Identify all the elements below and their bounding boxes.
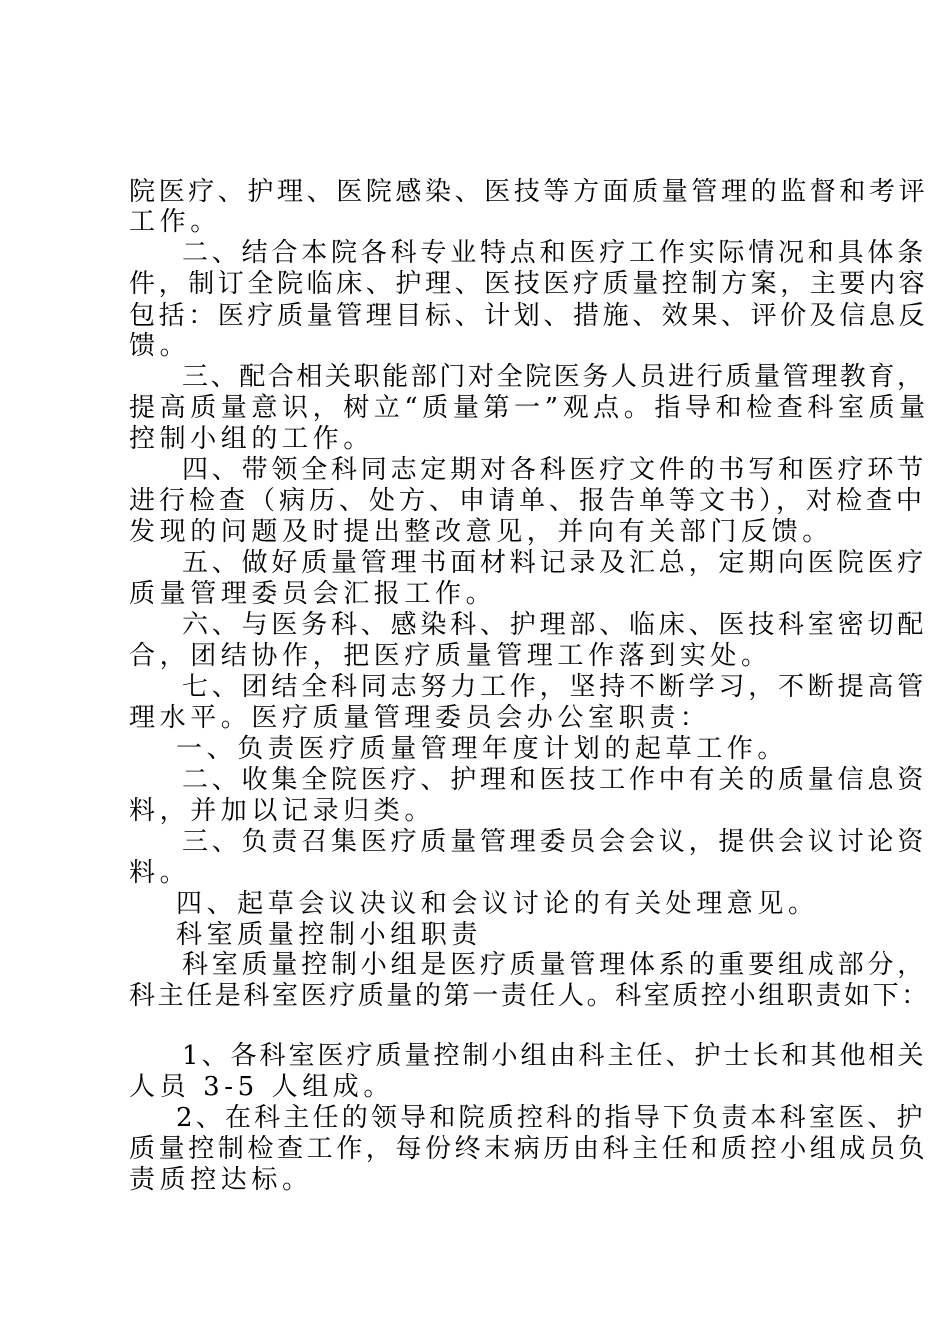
paragraph-line: 三、配合相关职能部门对全院医务人员进行质量管理教育，	[182, 362, 926, 392]
paragraph-line: 五、做好质量管理书面材料记录及汇总，定期向医院医疗	[182, 548, 928, 578]
text-line: 料，并加以记录归类。	[129, 796, 436, 826]
text-line: 人员 3-5 人组成。	[129, 1072, 394, 1102]
text-line: 科主任是科室医疗质量的第一责任人。科室质控小组职责如下：	[129, 981, 930, 1011]
text-line: 包括：医疗质量管理目标、计划、措施、效果、评价及信息反	[129, 301, 929, 331]
paragraph-line: 四、带领全科同志定期对各科医疗文件的书写和医疗环节	[182, 455, 928, 485]
text-line: 院医疗、护理、医院感染、医技等方面质量管理的监督和考评	[129, 177, 929, 207]
text-line: 合，团结协作，把医疗质量管理工作落到实处。	[129, 641, 772, 671]
text-line: 质量控制检查工作，每份终末病历由科主任和质控小组成员负	[129, 1134, 929, 1164]
text-line: 责质控达标。	[129, 1165, 313, 1195]
paragraph-line: 四、起草会议决议和会议讨论的有关处理意见。	[176, 889, 819, 919]
text-line: 进行检查（病历、处方、申请单、报告单等文书），对检查中	[129, 486, 927, 516]
text-line: 馈。	[129, 331, 191, 361]
text-line: 控制小组的工作。	[129, 424, 374, 454]
section-heading: 科室质量控制小组职责	[176, 920, 483, 950]
paragraph-line: 三、负责召集医疗质量管理委员会会议，提供会议讨论资	[182, 827, 928, 857]
text-line: 工作。	[129, 207, 221, 237]
text-line: 发现的问题及时提出整改意见，并向有关部门反馈。	[129, 517, 833, 547]
paragraph-line: 二、结合本院各科专业特点和医疗工作实际情况和具体条	[182, 238, 928, 268]
text-line: 理水平。医疗质量管理委员会办公室职责：	[129, 703, 711, 733]
text-line: 提高质量意识，树立“质量第一”观点。指导和检查科室质量	[129, 393, 930, 423]
paragraph-line: 科室质量控制小组是医疗质量管理体系的重要组成部分，	[182, 950, 928, 980]
text-line: 件，制订全院临床、护理、医技医疗质量控制方案，主要内容	[129, 269, 929, 299]
paragraph-line: 七、团结全科同志努力工作，坚持不断学习，不断提高管	[182, 672, 928, 702]
paragraph-line: 一、负责医疗质量管理年度计划的起草工作。	[176, 734, 789, 764]
text-line: 质量管理委员会汇报工作。	[129, 579, 497, 609]
paragraph-line: 二、收集全院医疗、护理和医技工作中有关的质量信息资	[182, 765, 928, 795]
paragraph-line: 2、在科主任的领导和院质控科的指导下负责本科室医、护	[176, 1103, 926, 1133]
paragraph-line: 1、各科室医疗质量控制小组由科主任、护士长和其他相关	[182, 1041, 927, 1071]
paragraph-line: 六、与医务科、感染科、护理部、临床、医技科室密切配	[182, 610, 928, 640]
text-line: 料。	[129, 858, 191, 888]
